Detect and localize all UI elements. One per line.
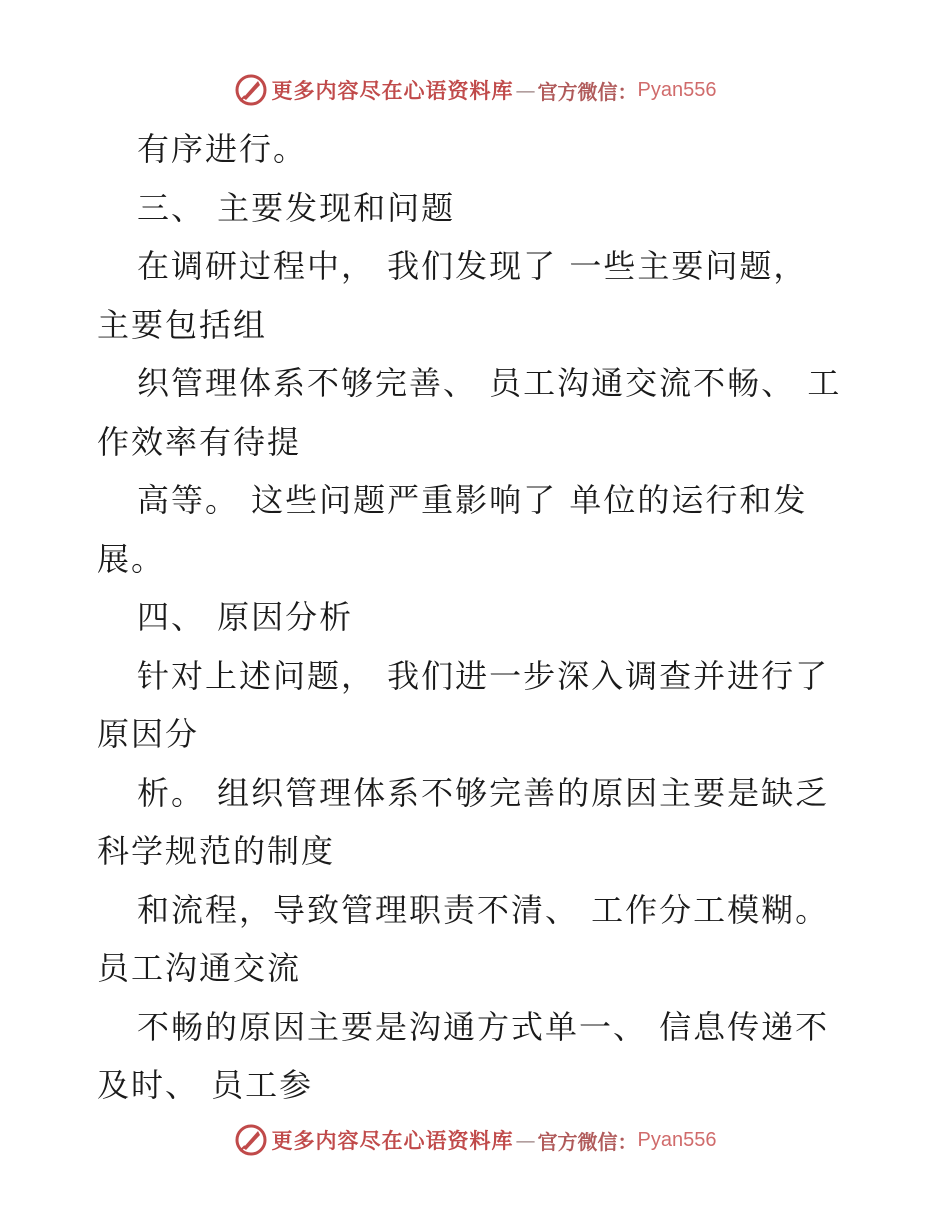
section-heading: 三、 主要发现和问题 <box>137 188 456 227</box>
header-watermark <box>0 70 950 110</box>
text-line: 科学规范的制度 <box>97 832 336 870</box>
text-line: 不畅的原因主要是沟通方式单一、 信息传递不 <box>137 1007 830 1046</box>
text-line: 织管理体系不够完善、 员工沟通交流不畅、 工 <box>137 364 842 402</box>
footer-watermark <box>0 1120 950 1160</box>
watermark-separator: — <box>515 1128 536 1152</box>
quill-logo-icon <box>234 1123 268 1157</box>
text-line: 员工沟通交流 <box>97 949 302 987</box>
watermark-id: Pyan556 <box>637 78 717 101</box>
text-line: 析。 组织管理体系不够完善的原因主要是缺乏 <box>137 773 830 812</box>
quill-logo-icon <box>234 73 268 107</box>
text-line: 和流程，导致管理职责不清、 工作分工模糊。 <box>137 890 830 929</box>
text-line: 主要包括组 <box>97 305 268 344</box>
section-heading: 四、 原因分析 <box>137 598 354 636</box>
text-line: 高等。 这些问题严重影响了 单位的运行和发 <box>137 481 808 519</box>
watermark-text: 更多内容尽在心语资料库 <box>271 78 514 103</box>
watermark-separator: — <box>515 78 536 102</box>
text-line: 有序进行。 <box>137 130 308 168</box>
watermark-label: 官方微信： <box>537 79 638 104</box>
watermark-id: Pyan556 <box>637 1128 717 1151</box>
text-line: 针对上述问题， 我们进一步深入调查并进行了 <box>137 656 830 695</box>
text-line: 原因分 <box>97 715 200 753</box>
text-line: 作效率有待提 <box>97 422 302 461</box>
watermark-text: 更多内容尽在心语资料库 <box>271 1128 514 1153</box>
watermark-label: 官方微信： <box>537 1129 638 1154</box>
text-line: 展。 <box>97 539 166 578</box>
text-line: 在调研过程中， 我们发现了 一些主要问题， <box>137 247 808 285</box>
text-line: 及时、 员工参 <box>97 1066 314 1104</box>
document-body <box>97 120 857 1115</box>
